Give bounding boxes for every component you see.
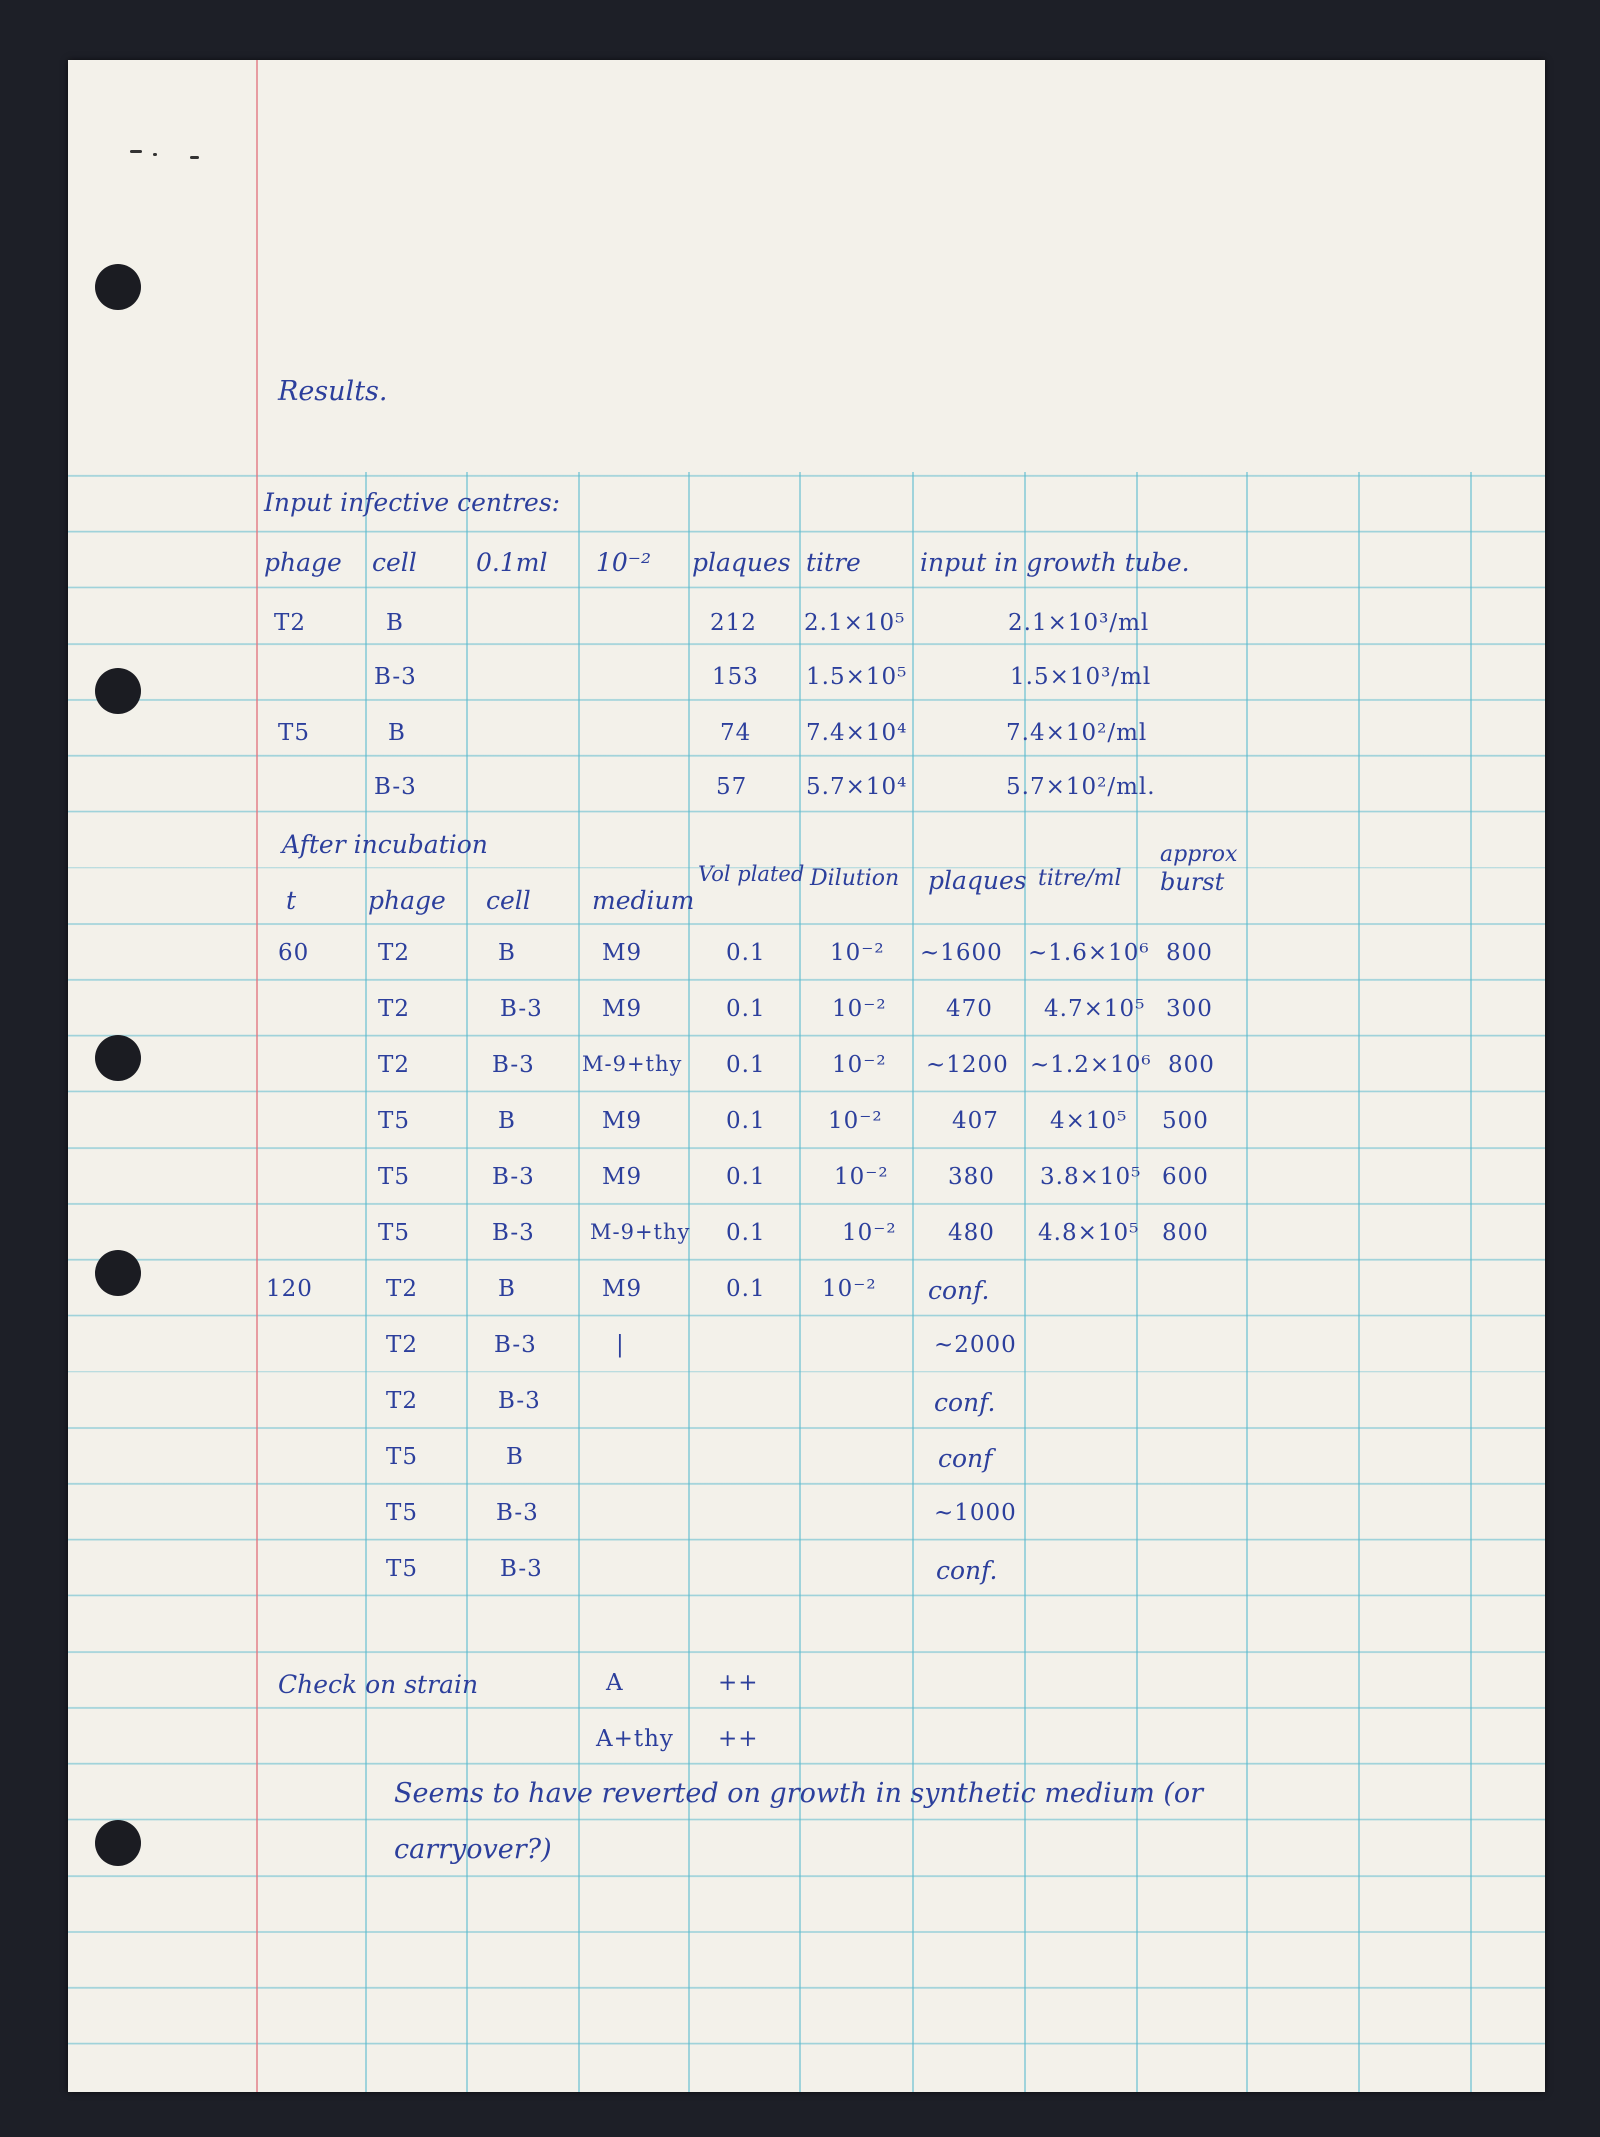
after-cell-cell: B-3: [492, 1164, 535, 1190]
after-header-t: t: [286, 886, 297, 915]
after-cell-medium: M9: [602, 940, 643, 966]
after-header-burst: burst: [1160, 868, 1225, 896]
grid-column-line: [365, 472, 367, 2092]
after-cell-dilution: 10⁻²: [832, 996, 887, 1022]
margin-line: [256, 60, 258, 2092]
punch-hole: [95, 1035, 141, 1081]
input-row-titre: 1.5×10⁵: [806, 664, 908, 690]
after-cell-cell: B-3: [500, 996, 543, 1022]
strain-check-result: ++: [718, 1670, 759, 1696]
after-cell-medium: M9: [602, 996, 643, 1022]
after-cell-titre: 4×10⁵: [1050, 1108, 1128, 1134]
input-row-growth: 2.1×10³/ml: [1008, 610, 1150, 636]
after-cell-dilution: 10⁻²: [822, 1276, 877, 1302]
after-header-phage: phage: [368, 886, 446, 915]
after-cell-t: 120: [266, 1276, 313, 1302]
after-cell-dilution: 10⁻²: [828, 1108, 883, 1134]
after-cell-phage: T5: [378, 1220, 410, 1246]
input-row-plaques: 212: [710, 610, 757, 636]
page-heading: Results.: [278, 376, 388, 407]
after-cell-medium: |: [616, 1332, 625, 1358]
after-header-plaques: plaques: [928, 866, 1027, 895]
input-header-phage: phage: [264, 548, 342, 577]
after-cell-titre: 4.7×10⁵: [1044, 996, 1146, 1022]
after-cell-cell: B: [498, 940, 516, 966]
after-cell-vol: 0.1: [726, 940, 766, 966]
after-cell-plaques: 380: [948, 1164, 995, 1190]
punch-hole: [95, 1250, 141, 1296]
after-cell-titre: ~1.2×10⁶: [1030, 1052, 1152, 1078]
punch-hole: [95, 264, 141, 310]
after-cell-plaques: ~1600: [920, 940, 1003, 966]
after-cell-phage: T5: [386, 1500, 418, 1526]
after-cell-dilution: 10⁻²: [834, 1164, 889, 1190]
after-cell-cell: B-3: [492, 1220, 535, 1246]
after-cell-cell: B: [498, 1276, 516, 1302]
after-cell-plaques: 470: [946, 996, 993, 1022]
after-cell-burst: 600: [1162, 1164, 1209, 1190]
after-cell-medium: M-9+thy: [590, 1220, 691, 1244]
after-cell-phage: T2: [378, 996, 410, 1022]
note-line-2: carryover?): [394, 1834, 552, 1865]
strain-check-condition: A: [606, 1670, 624, 1696]
page-header-blank-area: [68, 60, 1545, 472]
after-cell-medium: M-9+thy: [582, 1052, 683, 1076]
input-row-plaques: 74: [720, 720, 752, 746]
after-cell-phage: T2: [378, 1052, 410, 1078]
grid-column-line: [912, 472, 914, 2092]
after-cell-cell: B: [506, 1444, 524, 1470]
grid-column-line: [799, 472, 801, 2092]
after-header-titre: titre/ml: [1038, 866, 1122, 891]
after-cell-plaques: conf.: [936, 1556, 998, 1585]
after-cell-cell: B-3: [492, 1052, 535, 1078]
input-row-phage: T2: [274, 610, 306, 636]
after-cell-burst: 800: [1168, 1052, 1215, 1078]
strain-check-condition: A+thy: [596, 1726, 674, 1752]
after-cell-titre: ~1.6×10⁶: [1028, 940, 1150, 966]
input-section-title: Input infective centres:: [264, 488, 561, 517]
input-row-cell: B-3: [374, 664, 417, 690]
after-cell-medium: M9: [602, 1164, 643, 1190]
after-cell-phage: T5: [386, 1444, 418, 1470]
after-cell-vol: 0.1: [726, 1108, 766, 1134]
after-cell-dilution: 10⁻²: [842, 1220, 897, 1246]
input-row-growth: 1.5×10³/ml: [1010, 664, 1152, 690]
after-cell-phage: T5: [378, 1164, 410, 1190]
input-row-growth: 5.7×10²/ml.: [1006, 774, 1156, 800]
grid-column-line: [1024, 472, 1026, 2092]
input-row-cell: B: [388, 720, 406, 746]
after-header-cell: cell: [486, 886, 531, 915]
after-cell-phage: T5: [386, 1556, 418, 1582]
after-cell-medium: M9: [602, 1108, 643, 1134]
input-header-plaques: plaques: [692, 548, 791, 577]
after-cell-cell: B: [498, 1108, 516, 1134]
notebook-page: [68, 60, 1545, 2092]
after-cell-titre: 4.8×10⁵: [1038, 1220, 1140, 1246]
after-cell-burst: 800: [1162, 1220, 1209, 1246]
after-cell-dilution: 10⁻²: [830, 940, 885, 966]
after-cell-vol: 0.1: [726, 1220, 766, 1246]
after-cell-burst: 800: [1166, 940, 1213, 966]
after-cell-cell: B-3: [500, 1556, 543, 1582]
after-cell-cell: B-3: [498, 1388, 541, 1414]
ink-speck: [130, 150, 142, 153]
after-header-vol-plated: Vol plated: [698, 862, 805, 886]
input-row-plaques: 153: [712, 664, 759, 690]
after-cell-burst: 500: [1162, 1108, 1209, 1134]
after-cell-cell: B-3: [496, 1500, 539, 1526]
after-cell-plaques: conf.: [928, 1276, 990, 1305]
input-header-dilution: 10⁻²: [596, 548, 652, 577]
after-cell-phage: T2: [386, 1332, 418, 1358]
after-cell-cell: B-3: [494, 1332, 537, 1358]
after-cell-plaques: ~1200: [926, 1052, 1009, 1078]
after-cell-vol: 0.1: [726, 1164, 766, 1190]
ink-speck: [153, 153, 157, 156]
input-row-cell: B: [386, 610, 404, 636]
input-row-cell: B-3: [374, 774, 417, 800]
after-header-dilution: Dilution: [810, 866, 900, 891]
input-row-phage: T5: [278, 720, 310, 746]
input-row-titre: 5.7×10⁴: [806, 774, 908, 800]
after-cell-vol: 0.1: [726, 996, 766, 1022]
after-cell-plaques: 480: [948, 1220, 995, 1246]
grid-column-line: [1246, 472, 1248, 2092]
after-cell-plaques: ~1000: [934, 1500, 1017, 1526]
punch-hole: [95, 1820, 141, 1866]
input-header-titre: titre: [806, 548, 861, 577]
after-cell-plaques: conf: [938, 1444, 993, 1473]
after-cell-t: 60: [278, 940, 310, 966]
after-cell-plaques: conf.: [934, 1388, 996, 1417]
punch-hole: [95, 668, 141, 714]
after-cell-plaques: 407: [952, 1108, 999, 1134]
ink-speck: [190, 156, 199, 159]
after-header-medium: medium: [592, 886, 695, 915]
input-row-titre: 2.1×10⁵: [804, 610, 906, 636]
after-cell-phage: T2: [378, 940, 410, 966]
after-cell-plaques: ~2000: [934, 1332, 1017, 1358]
input-row-growth: 7.4×10²/ml: [1006, 720, 1148, 746]
after-cell-phage: T2: [386, 1276, 418, 1302]
grid-column-line: [578, 472, 580, 2092]
note-line-1: Seems to have reverted on growth in synthetic medium (or: [394, 1778, 1204, 1809]
after-cell-titre: 3.8×10⁵: [1040, 1164, 1142, 1190]
strain-check-result: ++: [718, 1726, 759, 1752]
after-cell-medium: M9: [602, 1276, 643, 1302]
after-header-approx: approx: [1160, 842, 1238, 867]
input-row-titre: 7.4×10⁴: [806, 720, 908, 746]
grid-column-line: [1358, 472, 1360, 2092]
after-cell-vol: 0.1: [726, 1276, 766, 1302]
grid-column-line: [1470, 472, 1472, 2092]
input-header-growth-input: input in growth tube.: [920, 548, 1190, 577]
after-cell-phage: T2: [386, 1388, 418, 1414]
grid-column-line: [1136, 472, 1138, 2092]
input-header-volume: 0.1ml: [476, 548, 548, 577]
after-cell-vol: 0.1: [726, 1052, 766, 1078]
input-row-plaques: 57: [716, 774, 748, 800]
after-cell-phage: T5: [378, 1108, 410, 1134]
strain-check-label: Check on strain: [278, 1670, 479, 1699]
after-cell-burst: 300: [1166, 996, 1213, 1022]
after-cell-dilution: 10⁻²: [832, 1052, 887, 1078]
input-header-cell: cell: [372, 548, 417, 577]
grid-column-line: [688, 472, 690, 2092]
after-section-title: After incubation: [282, 830, 488, 859]
